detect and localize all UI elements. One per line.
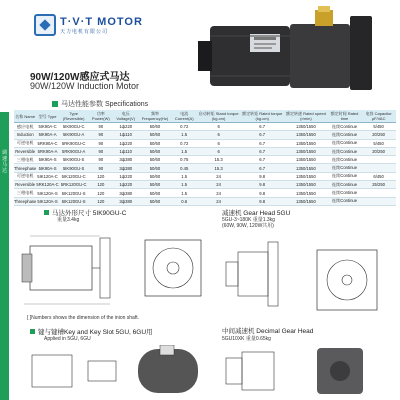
table-cell: 5IK90GU-C <box>59 123 89 131</box>
table-cell: 25/250 <box>361 181 396 189</box>
bullet-icon <box>52 101 58 107</box>
table-cell: 24 <box>197 181 241 189</box>
table-cell: 6.7 <box>240 123 284 131</box>
table-cell: 1.5 <box>172 189 197 197</box>
table-cell: 50/60 <box>138 156 171 164</box>
gearhead-title: 减速机 Gear Head 5GU <box>222 210 291 217</box>
table-cell: 连续Continue <box>328 189 361 197</box>
decimal-heading <box>222 326 313 335</box>
gearhead-line2: (60W, 90W, 120W共用) <box>222 223 274 229</box>
table-cell: 1.5 <box>172 147 197 155</box>
table-cell: 三相电机 <box>14 156 36 164</box>
table-cell: 5RK90GU-C <box>59 139 89 147</box>
table-cell: 3ф380 <box>113 189 138 197</box>
table-cell: 5RK90A-C <box>37 140 58 146</box>
brand-subtitle: 天力电机有限公司 <box>60 28 109 35</box>
brand-name: T·V·T MOTOR <box>60 15 143 28</box>
table-cell: 连续Continue <box>328 123 361 131</box>
table-cell: 连续Continue <box>328 156 361 164</box>
table-cell: Threephase <box>14 198 37 204</box>
table-row <box>14 156 396 164</box>
table-cell: 6 <box>197 139 241 147</box>
table-cell: 5RK90A-A <box>37 149 58 155</box>
table-cell: 1ф220 <box>113 181 138 189</box>
table-cell: 5IK120GU-C <box>59 172 89 180</box>
table-cell: 9.8 <box>240 197 284 205</box>
header-cell: 电压 Voltage(V) <box>113 110 138 123</box>
table-cell: 1ф110 <box>113 131 138 139</box>
table-cell: 连续Continue <box>328 147 361 155</box>
header-cell: Type (Reversible) <box>59 110 89 123</box>
table-cell: 6.7 <box>240 164 284 172</box>
decimal-title: 中间减速机 Decimal Gear Head <box>222 328 314 335</box>
key-title: 键与键槽Key and Key Slot 5GU, 6GU用 <box>38 329 153 336</box>
table-cell: 可逆电机 <box>14 172 36 180</box>
table-cell: 90 <box>89 147 113 155</box>
key-subtitle: Applied in 5GU, 6GU <box>44 336 91 342</box>
table-cell: 5IK120A-S <box>37 190 58 196</box>
table-cell: 90 <box>89 156 113 164</box>
decimal-line1: 5GU10XK 重量0.65kg <box>222 336 271 342</box>
table-cell: 连续Continue <box>328 131 361 139</box>
table-cell: 5/450 <box>361 123 396 131</box>
table-cell: 5IK90A-C <box>36 123 58 131</box>
table-cell: 1ф220 <box>113 172 138 180</box>
table-cell: 5IK120GU-S <box>59 189 89 197</box>
header-cell: 名称 Name <box>14 110 36 123</box>
table-cell: 1ф220 <box>113 123 138 131</box>
table-row <box>14 123 396 131</box>
page-title-en: 90W/120W Induction Motor <box>30 81 140 91</box>
table-cell: 1.5 <box>172 172 197 180</box>
table-cell: 20/250 <box>361 131 396 139</box>
table-cell: 90 <box>89 139 113 147</box>
table-cell: 90 <box>89 123 113 131</box>
table-cell: 5IK90A-A <box>36 131 58 139</box>
table-cell: 5IK120A-S <box>37 198 58 204</box>
table-cell: 24 <box>197 172 241 180</box>
table-cell: 90 <box>89 164 113 172</box>
table-cell: 1ф110 <box>113 147 138 155</box>
table-cell: 6 <box>197 131 241 139</box>
brand-logo <box>34 14 143 36</box>
table-cell: 0.75 <box>172 156 197 164</box>
table-cell: 5/450 <box>361 139 396 147</box>
table-cell: 1350/1550 <box>284 123 328 131</box>
outline-title: 马达外形尺寸 5IK90GU-C <box>52 210 127 217</box>
table-cell: 120 <box>89 172 113 180</box>
table-cell: 连续Continue <box>328 181 361 189</box>
header-cell: 额定时间 Rated time <box>328 110 361 123</box>
table-cell: 三相电机 <box>14 189 36 197</box>
table-cell: 6/450 <box>361 172 396 180</box>
bullet-icon <box>44 210 49 215</box>
table-cell: 5IK90GU-S <box>59 156 89 164</box>
header-cell: 电流 Current(A) <box>172 110 197 123</box>
table-cell: Threephase <box>14 165 37 171</box>
gearhead-heading <box>222 208 290 217</box>
table-cell: 50/60 <box>138 189 171 197</box>
table-cell: 120 <box>89 197 113 205</box>
table-cell: 6.7 <box>240 131 284 139</box>
table-cell: 90 <box>89 131 113 139</box>
table-cell: 1350/1550 <box>284 131 328 139</box>
table-cell: 6.7 <box>240 139 284 147</box>
table-cell: 5RK90GU-A <box>59 147 89 155</box>
table-cell: 0.72 <box>172 123 197 131</box>
table-cell: 可逆电机 <box>14 139 36 147</box>
table-cell: 24 <box>197 197 241 205</box>
header-cell: 频率 Frequency(Hz) <box>138 110 171 123</box>
table-cell: 5RK120GU-C <box>59 181 89 189</box>
table-cell: 5IK90A-S <box>36 164 58 172</box>
table-cell: Induction <box>14 131 36 139</box>
table-cell: 50/60 <box>138 181 171 189</box>
table-cell: 50/60 <box>138 197 171 205</box>
table-cell: 3ф380 <box>113 164 138 172</box>
table-cell: 20/250 <box>361 147 396 155</box>
table-cell: 5IK90A-S <box>36 156 58 164</box>
table-cell: Reversible <box>15 149 36 155</box>
table-cell: 120 <box>89 181 113 189</box>
table-cell: 50/60 <box>138 139 171 147</box>
table-row <box>14 172 396 180</box>
key-slot-drawing <box>28 345 218 397</box>
table-cell: 1350/1550 <box>284 156 328 164</box>
table-cell: 1350/1550 <box>284 147 328 155</box>
table-cell: 0.45 <box>172 164 197 172</box>
table-cell: 感应电机 <box>14 123 36 131</box>
table-cell: 3ф380 <box>113 197 138 205</box>
table-cell: 9.8 <box>240 181 284 189</box>
table-cell: 1350/1550 <box>284 139 328 147</box>
table-cell: 120 <box>89 189 113 197</box>
table-cell: 15.3 <box>197 164 241 172</box>
table-cell: 0.6 <box>172 197 197 205</box>
table-cell: 24 <box>197 189 241 197</box>
table-cell: 50/60 <box>138 147 171 155</box>
gearhead-drawing <box>222 232 392 322</box>
table-cell: 1350/1550 <box>284 197 328 205</box>
gearhead-line1: 5GU-3~180K 重量1.3kg <box>222 217 275 223</box>
table-cell: 6.7 <box>240 156 284 164</box>
table-row <box>14 189 396 197</box>
outline-weight: 重量3.4kg <box>57 217 80 223</box>
table-row <box>14 139 396 147</box>
page-title-cn: 90W/120W感应式马达 <box>30 72 130 83</box>
note-line: [ ]Numbers shows the dimension of the inion shaft. <box>27 315 140 321</box>
table-cell: 9.8 <box>240 172 284 180</box>
table-cell: 50/60 <box>138 164 171 172</box>
table-row <box>14 164 396 172</box>
outline-heading <box>44 208 126 217</box>
spec-header-row <box>14 110 396 123</box>
table-cell <box>361 156 396 164</box>
side-strip-text: 调速马达 <box>1 150 7 174</box>
header-cell: 电容 Capacitor μF/VAC <box>361 110 396 123</box>
table-cell: 6.7 <box>240 147 284 155</box>
header-cell: 功率 Power(W) <box>89 110 113 123</box>
table-cell: Reversible <box>15 182 36 188</box>
table-cell: 50/60 <box>138 123 171 131</box>
table-cell <box>361 164 396 172</box>
table-cell: 连续Continue <box>328 197 361 205</box>
table-cell: 6 <box>197 147 241 155</box>
table-row <box>14 147 396 155</box>
table-cell <box>361 197 396 205</box>
table-row <box>14 197 396 205</box>
table-cell <box>361 189 396 197</box>
table-row <box>14 181 396 189</box>
header-cell: 启动转矩 Stand torque (kg.cm) <box>198 111 239 121</box>
bullet-icon <box>30 329 35 334</box>
table-cell: 1350/1550 <box>284 189 328 197</box>
table-cell: 1350/1550 <box>284 164 328 172</box>
decimal-gearhead-drawing <box>222 344 392 398</box>
table-cell: 5IK90GU-S <box>59 164 89 172</box>
header-cell: 型号 Type <box>36 110 58 123</box>
spec-table <box>14 110 396 206</box>
table-cell: 5RK120A-C <box>36 182 59 188</box>
table-cell: 1ф220 <box>113 139 138 147</box>
table-cell: 5IK120A-C <box>37 173 58 179</box>
table-cell: 50/60 <box>138 172 171 180</box>
table-cell: 1350/1550 <box>284 172 328 180</box>
table-cell: 0.72 <box>172 139 197 147</box>
key-heading <box>30 327 153 336</box>
table-cell: 5IK120GU-S <box>59 197 89 205</box>
motor-product-image <box>190 6 390 101</box>
header-cell: 额定转矩 Rated torque (kg.cm) <box>242 111 283 121</box>
motor-outline-drawing <box>20 228 215 316</box>
spec-heading <box>52 99 148 109</box>
header-cell: 额定转速 Rated speed (r/min) <box>286 111 326 121</box>
table-cell: 50/60 <box>138 131 171 139</box>
table-cell: 5IK90GU-A <box>59 131 89 139</box>
table-cell: 1.5 <box>172 131 197 139</box>
table-cell: 6 <box>197 123 241 131</box>
table-cell: 1.5 <box>172 181 197 189</box>
table-row <box>14 131 396 139</box>
brand-emblem-icon <box>34 14 56 36</box>
table-cell: 连续Continue <box>328 164 361 172</box>
table-cell: 9.8 <box>240 189 284 197</box>
spec-heading-label: 马达性能参数 Specifications <box>61 101 149 108</box>
table-cell: 3ф380 <box>113 156 138 164</box>
table-cell: 1350/1550 <box>284 181 328 189</box>
table-cell: 连续Continue <box>328 172 361 180</box>
table-cell: 15.3 <box>197 156 241 164</box>
table-cell: 连续Continue <box>328 139 361 147</box>
